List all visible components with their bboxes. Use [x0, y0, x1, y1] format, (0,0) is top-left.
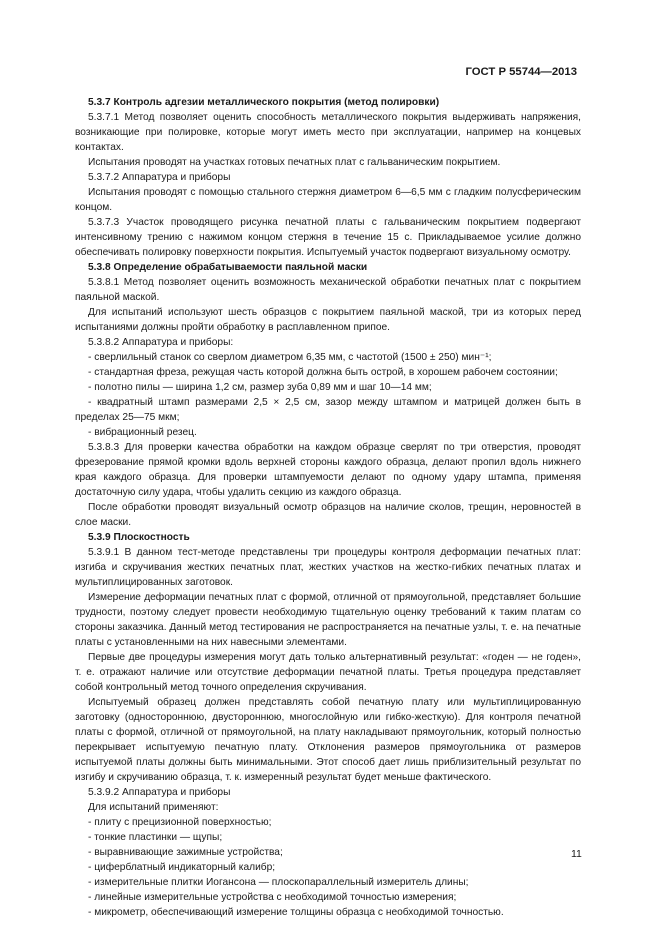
- paragraph: - квадратный штамп размерами 2,5 × 2,5 см, зазор между штампом и матрицей должен быть в пределах 25—75 мкм;: [75, 397, 581, 423]
- paragraph: 5.3.8.2 Аппаратура и приборы:: [88, 337, 234, 348]
- paragraph: - тонкие пластинки — щупы;: [88, 832, 223, 843]
- paragraph: - сверлильный станок со сверлом диаметром 6,35 мм, с частотой (1500 ± 250) мин⁻¹;: [88, 352, 492, 363]
- paragraph: Испытуемый образец должен представлять собой печатную плату или мультиплицированную заготовку (одностороннюю, двустороннюю, многослойную или гибко-жесткую). Для контроля печатной платы с формой, отличной от прямоугольной, на плату накладывают прямоугольник, который полностью перекрывает испытуемую печатную плату. Отклонения размеров прямоугольника от размеров испытуемой платы должны быть минимальными. Этот способ дает лишь приблизительный результат по изгибу и скручиванию образца, т. к. измеренный результат будет меньше фактического.: [75, 697, 581, 783]
- section-heading: 5.3.8 Определение обрабатываемости паяльной маски: [88, 262, 368, 273]
- paragraph: - плиту с прецизионной поверхностью;: [88, 817, 272, 828]
- paragraph: - циферблатный индикаторный калибр;: [88, 862, 276, 873]
- document-body: [75, 95, 581, 920]
- paragraph: 5.3.8.1 Метод позволяет оценить возможность механической обработки печатных плат с покрытием паяльной маской.: [75, 277, 581, 303]
- paragraph: Для испытаний используют шесть образцов с покрытием паяльной маской, три из которых перед испытаниями должны пройти обработку в расплавленном припое.: [75, 307, 581, 333]
- paragraph: Первые две процедуры измерения могут дать только альтернативный результат: «годен — не годен», т. е. отражают наличие или отсутствие деформации печатной платы. Третья процедура представляет собой контрольный метод точного определения скручивания.: [75, 652, 581, 693]
- paragraph: 5.3.9.1 В данном тест-методе представлены три процедуры контроля деформации печатных плат: изгиба и скручивания жестких печатных плат, жестких участков на жестко-гибких печатных платах и мультиплицированных заготовок.: [75, 547, 581, 588]
- paragraph: 5.3.7.3 Участок проводящего рисунка печатной платы с гальваническим покрытием подвергают интенсивному трению с нажимом концом стержня в течение 15 с. Прикладываемое усилие должно обеспечивать полировку поверхности покрытия. Испытуемый участок подвергают визуальному осмотру.: [75, 217, 581, 258]
- paragraph: 5.3.8.3 Для проверки качества обработки на каждом образце сверлят по три отверстия, проводят фрезерование прямой кромки вдоль верхней стороны каждого образца, делают пропил вдоль нижнего края каждого образца. Для проверки штампуемости делают по одному удару штампа, применяя достаточную силу удара, чтобы удалить секцию из каждого образца.: [75, 442, 581, 498]
- paragraph: Испытания проводят на участках готовых печатных плат с гальваническим покрытием.: [88, 157, 501, 168]
- section-heading: 5.3.9 Плоскостность: [88, 532, 190, 543]
- paragraph: - выравнивающие зажимные устройства;: [88, 847, 283, 858]
- paragraph: - микрометр, обеспечивающий измерение толщины образца с необходимой точностью.: [88, 907, 504, 918]
- paragraph: 5.3.7.1 Метод позволяет оценить способность металлического покрытия выдерживать напряжения, возникающие при полировке, которые могут иметь место при эксплуатации, например на концевых контактах.: [75, 112, 581, 153]
- paragraph: - линейные измерительные устройства с необходимой точностью измерения;: [88, 892, 457, 903]
- document-header: ГОСТ Р 55744—2013: [465, 66, 577, 78]
- paragraph: - полотно пилы — ширина 1,2 см, размер зуба 0,89 мм и шаг 10—14 мм;: [88, 382, 432, 393]
- paragraph: - измерительные плитки Иогансона — плоскопараллельный измеритель длины;: [88, 877, 469, 888]
- paragraph: - вибрационный резец.: [88, 427, 197, 438]
- page-number: 11: [571, 848, 582, 860]
- paragraph: Испытания проводят с помощью стального стержня диаметром 6—6,5 мм с гладким полусферическим концом.: [75, 187, 581, 213]
- section-heading: 5.3.7 Контроль адгезии металлического покрытия (метод полировки): [88, 97, 440, 108]
- paragraph: Измерение деформации печатных плат с формой, отличной от прямоугольной, представляет большие трудности, поэтому следует провести необходимую тщательную оценку требований к таким платам со стороны заказчика. Данный метод тестирования не распространяется на печатные узлы, т. е. на печатные платы с установленными на них навесными элементами.: [75, 592, 581, 648]
- paragraph: 5.3.9.2 Аппаратура и приборы: [88, 787, 231, 798]
- paragraph: - стандартная фреза, режущая часть которой должна быть острой, в хорошем рабочем состоянии;: [88, 367, 558, 378]
- paragraph: 5.3.7.2 Аппаратура и приборы: [88, 172, 231, 183]
- paragraph: Для испытаний применяют:: [88, 802, 219, 813]
- paragraph: После обработки проводят визуальный осмотр образцов на наличие сколов, трещин, неровностей в слое маски.: [75, 502, 581, 528]
